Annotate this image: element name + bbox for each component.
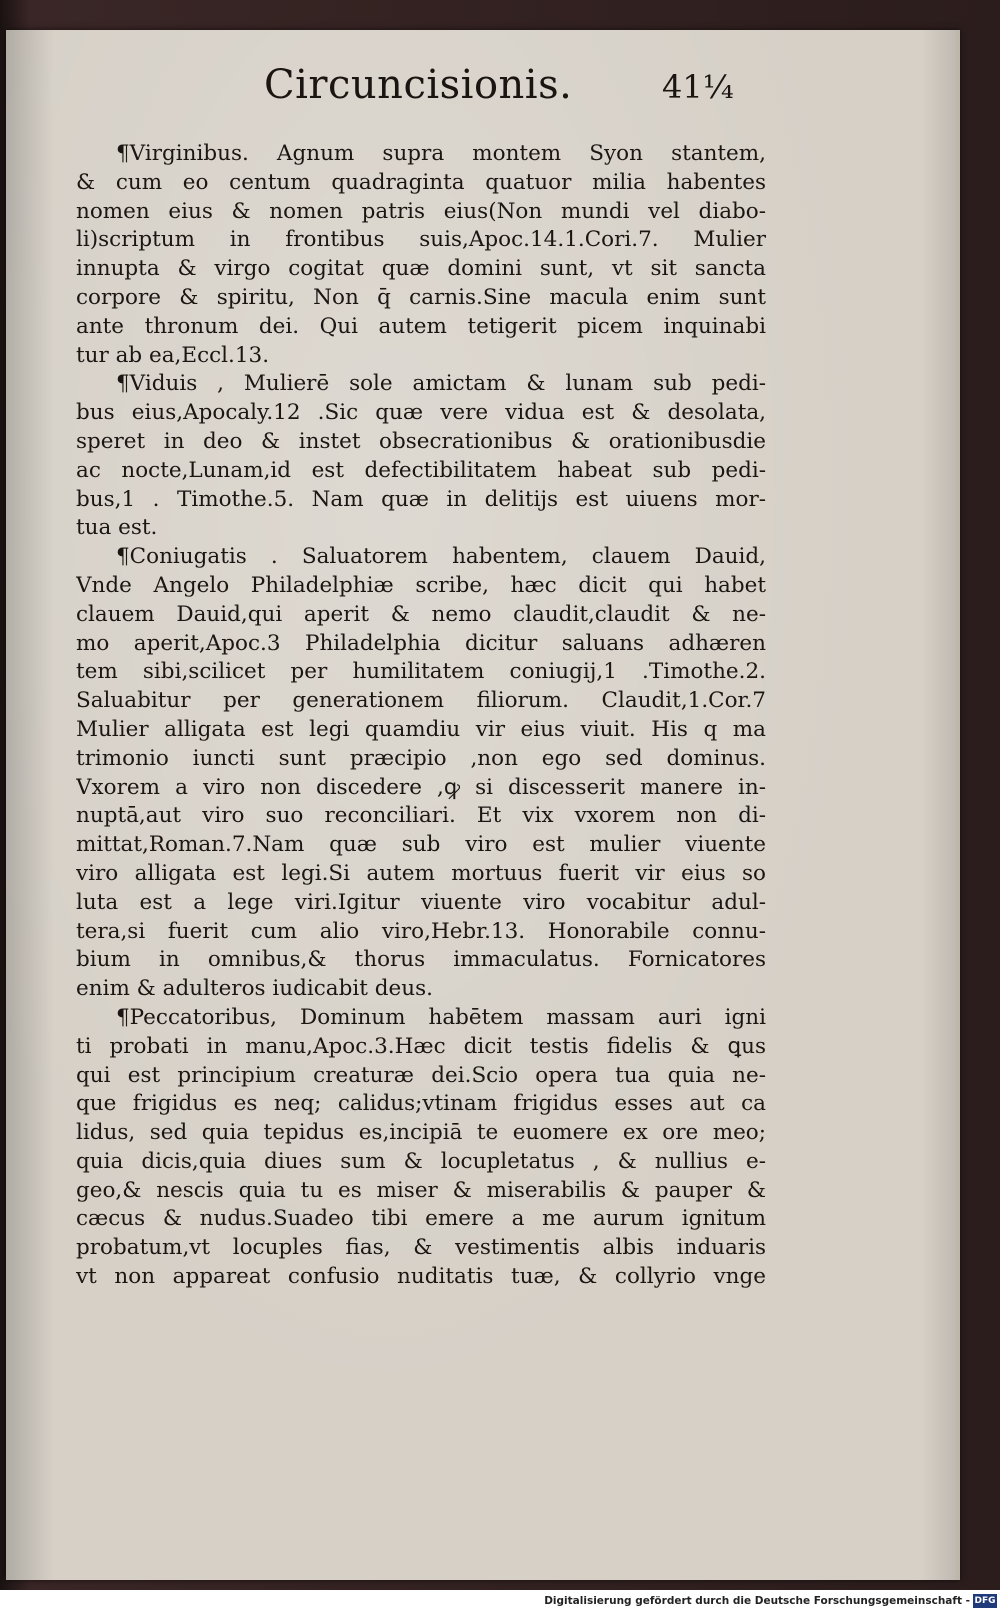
- text-line: ¶Viduis , Mulierē sole amictam & lunam sub pedi-: [116, 371, 766, 397]
- page-edge: [956, 30, 960, 1580]
- book-page: [6, 30, 960, 1580]
- text-line: viro alligata est legi.Si autem mortuus fuerit vir eius so: [76, 860, 766, 886]
- text-line: & cum eo centum quadraginta quatuor milia habentes: [76, 169, 766, 195]
- text-line: qui est principium creaturæ dei.Scio opera tua quia ne-: [76, 1062, 766, 1088]
- text-line: tur ab ea,Eccl.13.: [76, 342, 270, 368]
- page-header: [6, 62, 960, 122]
- text-line: probatum,vt locuples fias, & vestimentis albis induaris: [76, 1235, 766, 1261]
- text-line: clauem Dauid,qui aperit & nemo claudit,claudit & ne-: [76, 601, 766, 627]
- text-line: Mulier alligata est legi quamdiu vir eius viuit. His q ma: [76, 716, 766, 742]
- text-line: speret in deo & instet obsecrationibus & orationibusdie: [76, 428, 766, 454]
- text-line: ¶Virginibus. Agnum supra montem Syon stantem,: [116, 141, 766, 166]
- text-line: lidus, sed quia tepidus es,incipiā te euomere ex ore meo;: [76, 1120, 766, 1146]
- text-line: li)scriptum in frontibus suis,Apoc.14.1.Cori.7. Mulier: [76, 227, 766, 253]
- text-line: vt non appareat confusio nuditatis tuæ, & collyrio vnge: [76, 1264, 766, 1290]
- text-line: nuptā,aut viro suo reconciliari. Et vix vxorem non di-: [76, 803, 766, 829]
- text-line: tem sibi,scilicet per humilitatem coniugij,1 .Timothe.2.: [76, 659, 766, 685]
- dfg-logo: DFG: [974, 1596, 996, 1606]
- text-line: nomen eius & nomen patris eius(Non mundi vel diabo-: [76, 198, 766, 224]
- text-line: enim & adulteros iudicabit deus.: [76, 976, 433, 1002]
- text-line: quia dicis,quia diues sum & locupletatus , & nullius e-: [76, 1148, 766, 1174]
- running-title: Circuncisionis.: [264, 62, 573, 108]
- text-line: mittat,Roman.7.Nam quæ sub viro est mulier viuente: [76, 832, 766, 858]
- text-line: Saluabitur per generationem filiorum. Claudit,1.Cor.7: [76, 688, 766, 714]
- text-line: que frigidus es neq; calidus;vtinam frigidus esses aut ca: [76, 1091, 766, 1117]
- text-line: Vxorem a viro non discedere ,ꝙ si discesserit manere in-: [76, 774, 766, 800]
- text-line: tera,si fuerit cum alio viro,Hebr.13. Honorabile connu-: [76, 918, 766, 944]
- text-line: innupta & virgo cogitat quæ domini sunt, vt sit sancta: [76, 256, 766, 282]
- text-line: ante thronum dei. Qui autem tetigerit picem inquinabi: [76, 313, 766, 339]
- text-line: trimonio iuncti sunt præcipio ,non ego sed dominus.: [76, 745, 766, 771]
- footer-bar: [0, 1590, 1000, 1615]
- text-line: Vnde Angelo Philadelphiæ scribe, hæc dicit qui habet: [76, 572, 766, 598]
- text-line: ti probati in manu,Apoc.3.Hæc dicit testis fidelis & ꝗus: [76, 1033, 766, 1059]
- text-line: cæcus & nudus.Suadeo tibi emere a me aurum ignitum: [76, 1206, 766, 1232]
- text-line: bus eius,Apocaly.12 .Sic quæ vere vidua est & desolata,: [76, 400, 766, 426]
- text-line: bus,1 . Timothe.5. Nam quæ in delitijs est uiuens mor-: [76, 486, 766, 512]
- text-line: ¶Coniugatis . Saluatorem habentem, clauem Dauid,: [116, 544, 766, 570]
- text-line: geo,& nescis quia tu es miser & miserabilis & pauper &: [76, 1177, 766, 1203]
- text-line: bium in omnibus,& thorus immaculatus. Fornicatores: [76, 947, 766, 973]
- text-line: luta est a lege viri.Igitur viuente viro vocabitur adul-: [76, 889, 766, 915]
- text-line: ac nocte,Lunam,id est defectibilitatem habeat sub pedi-: [76, 457, 766, 483]
- text-line: corpore & spiritu, Non q̄ carnis.Sine macula enim sunt: [76, 284, 766, 310]
- body-text: [76, 140, 766, 1292]
- folio-number: 41¼: [662, 68, 734, 106]
- digitization-credit: Digitalisierung gefördert durch die Deutsche Forschungsgemeinschaft -: [544, 1595, 970, 1607]
- text-line: ¶Peccatoribus, Dominum habētem massam auri igni: [116, 1004, 766, 1030]
- text-line: mo aperit,Apoc.3 Philadelphia dicitur saluans adhæren: [76, 630, 766, 656]
- text-line: tua est.: [76, 515, 158, 541]
